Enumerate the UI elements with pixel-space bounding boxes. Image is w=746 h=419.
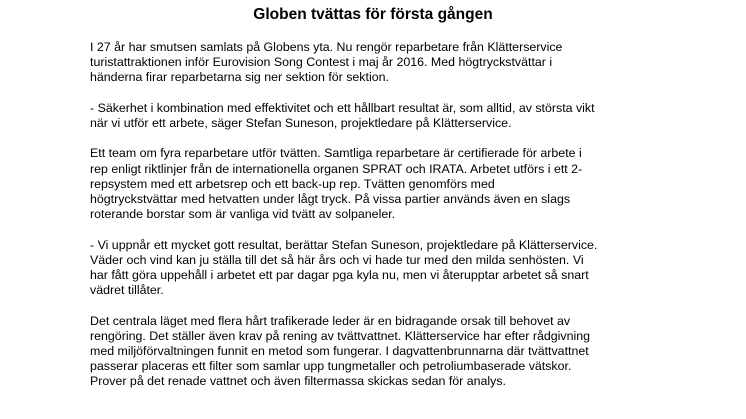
text-line: vädret tillåter. — [90, 283, 164, 298]
text-line: Prover på det renade vattnet och även filtermassa skickas sedan för analys. — [90, 374, 506, 389]
text-line: när vi utför ett arbete, säger Stefan Suneson, projektledare på Klätterservice. — [90, 116, 512, 130]
text-line: Väder och vind kan ju ställa till det så här års och vi hade tur med den milda senhösten. Vi — [90, 252, 584, 267]
paragraph — [90, 314, 702, 390]
text-line: roterande borstar som är vanliga vid tvätt av solpaneler. — [90, 207, 396, 222]
paragraph — [90, 40, 702, 86]
text-line: Ett team om fyra reparbetare utför tvätten. Samtliga reparbetare är certifierade för arbete i — [90, 146, 582, 161]
paragraph — [90, 146, 702, 222]
text-line: rengöring. Det ställer även krav på rening av tvättvattnet. Klätterservice har efter rådgivning — [90, 328, 591, 343]
text-line: Det centrala läget med flera hårt trafikerade leder är en bidragande orsak till behovet av — [90, 313, 571, 328]
text-line: - Vi uppnår ett mycket gott resultat, berättar Stefan Suneson, projektledare på Klätterservice. — [90, 237, 598, 252]
document-title: Globen tvättas för första gången — [253, 6, 493, 23]
paragraph — [90, 238, 702, 299]
text-line: händerna firar reparbetarna sig ner sektion för sektion. — [90, 70, 389, 85]
text-line: I 27 år har smutsen samlats på Globens yta. Nu rengör reparbetare från Klätterservice — [90, 40, 563, 54]
text-line: högtryckstvättar med hetvatten under lågt tryck. På vissa partier används även en slags — [90, 192, 571, 206]
text-line: - Säkerhet i kombination med effektivitet och ett hållbart resultat är, som alltid, av största vikt — [90, 100, 595, 115]
text-line: repsystem med ett arbetsrep och ett back-up rep. Tvätten genomförs med — [90, 176, 495, 191]
text-line: har fått göra uppehåll i arbetet ett par dagar pga kyla nu, men vi återupptar arbetet så snart — [90, 268, 589, 282]
text-line: passerar placeras ett filter som samlar upp tungmetaller och petroliumbaserade vätskor. — [90, 359, 572, 374]
text-line: med miljöförvaltningen funnit en metod som fungerar. I dagvattenbrunnarna där tvättvattnet — [90, 344, 589, 358]
text-line: turistattraktionen inför Eurovision Song Contest i maj år 2016. Med högtryckstvättar i — [90, 55, 553, 70]
text-line: rep enligt riktlinjer från de internationella organen SPRAT och IRATA. Arbetet utförs i ett 2- — [90, 161, 583, 176]
paragraph — [90, 101, 702, 131]
document-body — [90, 40, 702, 405]
